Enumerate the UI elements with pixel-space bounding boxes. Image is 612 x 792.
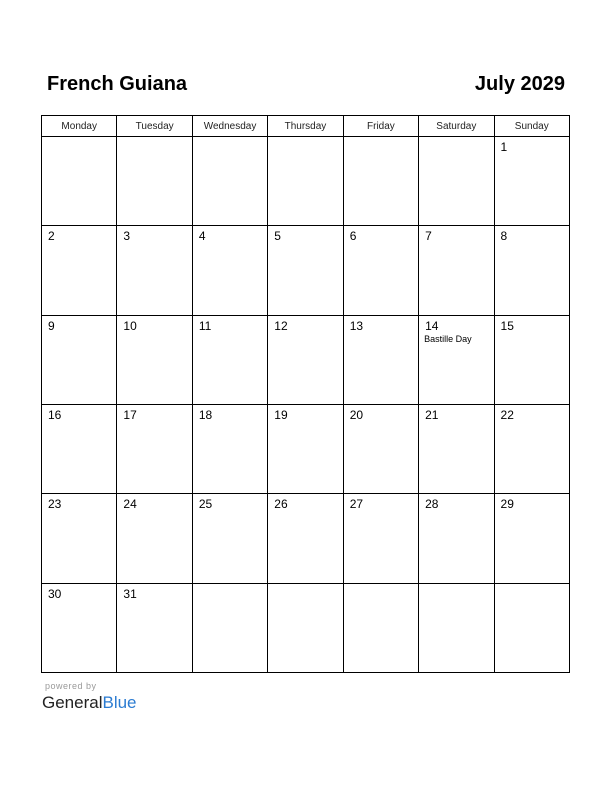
day-number: 25 [198,497,213,512]
weekday-header: Thursday [268,116,343,137]
day-number: 17 [123,407,137,422]
weekday-header: Sunday [494,116,569,137]
day-cell [494,226,569,315]
day-cell [268,137,343,226]
calendar-grid [41,115,570,673]
day-cell [192,226,267,315]
day-cell [268,315,343,404]
day-number: 4 [198,229,206,244]
day-cell [419,583,494,672]
week-row [42,404,570,493]
day-number: 5 [274,229,281,244]
day-cell [117,494,192,583]
day-number [268,584,342,587]
day-number: 12 [274,318,288,333]
day-cell [42,137,117,226]
day-number [193,137,267,140]
week-row [42,494,570,583]
day-number: 9 [48,318,55,333]
day-cell [419,226,494,315]
holiday-label: Bastille Day [424,333,472,344]
day-cell [192,494,267,583]
day-cell [42,315,117,404]
footer [42,681,137,714]
day-cell [42,404,117,493]
day-number: 31 [123,586,137,601]
day-cell [192,315,267,404]
day-cell [117,404,192,493]
day-cell [117,583,192,672]
day-number [193,584,267,587]
day-cell [192,404,267,493]
day-number: 18 [198,407,213,422]
day-cell [42,494,117,583]
day-cell [494,404,569,493]
day-number: 24 [123,497,137,512]
day-cell [117,315,192,404]
day-cell [268,494,343,583]
day-number [419,137,493,140]
day-number: 2 [48,229,55,244]
day-number: 23 [48,497,62,512]
day-number: 11 [198,318,212,333]
region-title: French Guiana [47,73,188,95]
weekday-header: Friday [343,116,418,137]
day-number: 10 [123,318,137,333]
day-cell [343,494,418,583]
day-number: 16 [48,407,62,422]
brand-name-blue: Blue [102,693,137,712]
day-cell [419,404,494,493]
week-row [42,583,570,672]
day-number: 21 [425,407,439,422]
day-cell [343,583,418,672]
day-cell [117,137,192,226]
day-cell [494,494,569,583]
day-cell [268,583,343,672]
day-number: 29 [500,497,514,512]
day-number [117,137,191,140]
day-number [344,137,418,140]
day-cell [494,315,569,404]
day-number: 26 [274,497,288,512]
day-number: 30 [48,586,62,601]
day-cell [343,137,418,226]
day-number: 27 [349,497,364,512]
weekday-header: Tuesday [117,116,192,137]
day-cell [494,583,569,672]
day-cell [192,137,267,226]
weekday-header: Saturday [419,116,494,137]
day-number: 7 [425,229,432,244]
day-cell [42,583,117,672]
week-row [42,226,570,315]
day-number: 22 [500,407,514,422]
generalblue-logo[interactable] [42,692,137,714]
day-number: 19 [274,407,288,422]
day-number [344,584,418,587]
brand-name-general: General [42,693,103,712]
powered-by-text: powered by [45,681,97,691]
weekday-header: Wednesday [192,116,267,137]
day-number: 13 [349,318,364,333]
weekday-header-row [42,116,570,137]
day-cell [192,583,267,672]
day-cell [419,137,494,226]
day-cell [343,315,418,404]
day-number: 15 [500,318,514,333]
day-number [495,584,569,587]
day-number: 8 [500,229,508,244]
day-cell [268,404,343,493]
day-number: 20 [349,407,364,422]
day-number [419,584,493,587]
day-cell [419,494,494,583]
day-number: 28 [425,497,439,512]
day-cell [117,226,192,315]
day-cell [343,404,418,493]
day-cell [42,226,117,315]
day-number: 6 [349,229,357,244]
day-number [42,137,116,140]
week-row [42,137,570,226]
day-number: 3 [123,229,131,244]
week-row [42,315,570,404]
day-cell [268,226,343,315]
day-number: 1 [500,140,508,154]
day-number: 14 [425,318,439,333]
weekday-header: Monday [42,116,117,137]
day-cell [494,137,569,226]
day-cell [419,315,494,404]
month-title: July 2029 [474,73,565,95]
day-number [268,137,342,140]
day-cell [343,226,418,315]
